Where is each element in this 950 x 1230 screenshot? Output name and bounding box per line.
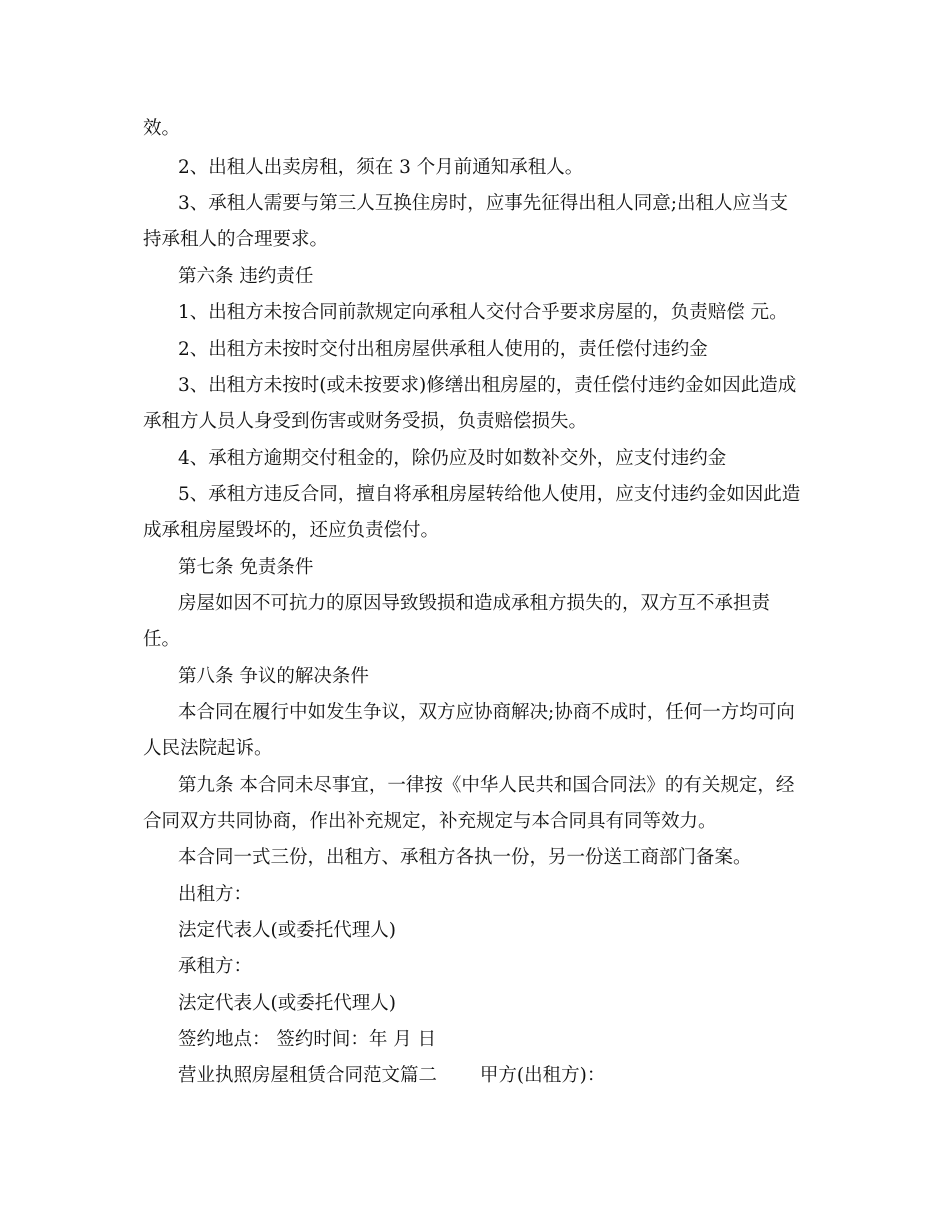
text-line: 本合同一式三份，出租方、承租方各执一份，另一份送工商部门备案。 [178, 847, 752, 868]
signature-field-lessee: 承租方： [178, 956, 253, 977]
text-line: 成承租房屋毁坏的，还应负责偿付。 [143, 520, 440, 541]
text-line: 1、出租方未按合同前款规定向承租人交付合乎要求房屋的，负责赔偿 元。 [178, 302, 788, 323]
text-line: 合同双方共同协商，作出补充规定，补充规定与本合同具有同等效力。 [143, 811, 717, 832]
text-line: 持承租人的合理要求。 [143, 229, 329, 250]
text-line: 第九条 本合同未尽事宜，一律按《中华人民共和国合同法》的有关规定，经 [178, 775, 795, 796]
text-line: 本合同在履行中如发生争议，双方应协商解决;协商不成时，任何一方均可向 [178, 702, 795, 723]
text-line: 3、出租方未按时(或未按要求)修缮出租房屋的，责任偿付违约金如因此造成 [178, 375, 797, 396]
section-heading: 第六条 违约责任 [178, 266, 314, 287]
section-heading: 第八条 争议的解决条件 [178, 666, 369, 687]
text-line: 4、承租方逾期交付租金的，除仍应及时如数补交外，应支付违约金 [178, 448, 727, 469]
text-line: 承租方人员人身受到伤害或财务受损，负责赔偿损失。 [143, 411, 588, 432]
text-line: 效。 [143, 118, 181, 139]
signing-place-date: 签约地点： 签约时间：年 月 日 [178, 1029, 437, 1050]
section-heading: 第七条 免责条件 [178, 557, 314, 578]
text-line: 5、承租方违反合同，擅自将承租房屋转给他人使用，应支付违约金如因此造 [178, 484, 801, 505]
signature-field-representative: 法定代表人(或委托代理人) [178, 920, 396, 941]
text-line: 任。 [143, 629, 181, 650]
signature-field-lessor: 出租方： [178, 884, 253, 905]
text-line: 2、出租方未按时交付出租房屋供承租人使用的，责任偿付违约金 [178, 339, 708, 360]
next-section-title: 营业执照房屋租赁合同范文篇二 甲方(出租方)： [178, 1065, 606, 1086]
text-line: 人民法院起诉。 [143, 738, 273, 759]
text-line: 房屋如因不可抗力的原因导致毁损和造成承租方损失的，双方互不承担责 [178, 593, 771, 614]
text-line: 2、出租人出卖房租，须在 3 个月前通知承租人。 [178, 157, 584, 178]
text-line: 3、承租人需要与第三人互换住房时，应事先征得出租人同意;出租人应当支 [178, 193, 789, 214]
signature-field-representative: 法定代表人(或委托代理人) [178, 993, 396, 1014]
